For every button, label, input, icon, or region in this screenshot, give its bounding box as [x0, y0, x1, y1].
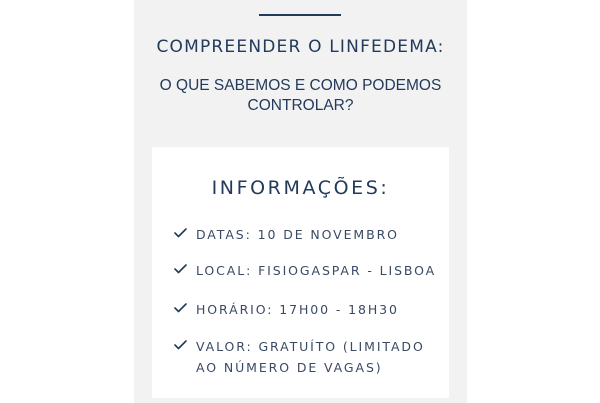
- check-icon: [174, 340, 187, 350]
- check-icon: [174, 303, 187, 313]
- info-item-text: LOCAL: FISIOGASPAR - LISBOA: [196, 263, 437, 278]
- info-card-title: INFORMAÇÕES:: [211, 177, 390, 199]
- info-card: [152, 147, 449, 398]
- check-icon: [174, 228, 187, 238]
- subtitle-line-1: O QUE SABEMOS E COMO PODEMOS: [159, 77, 442, 94]
- check-icon: [174, 264, 187, 274]
- page-subtitle: [134, 76, 467, 116]
- subtitle-line-2: CONTROLAR?: [247, 97, 354, 114]
- page-title: COMPREENDER O LINFEDEMA:: [156, 37, 445, 57]
- info-item-text: DATAS: 10 DE NOVEMBRO: [196, 227, 399, 242]
- info-item-text: VALOR: GRATUÍTO (LIMITADO AO NÚMERO DE VAGAS): [196, 339, 425, 375]
- info-item-text: HORÁRIO: 17H00 - 18H30: [196, 302, 399, 317]
- header-divider: [259, 14, 341, 16]
